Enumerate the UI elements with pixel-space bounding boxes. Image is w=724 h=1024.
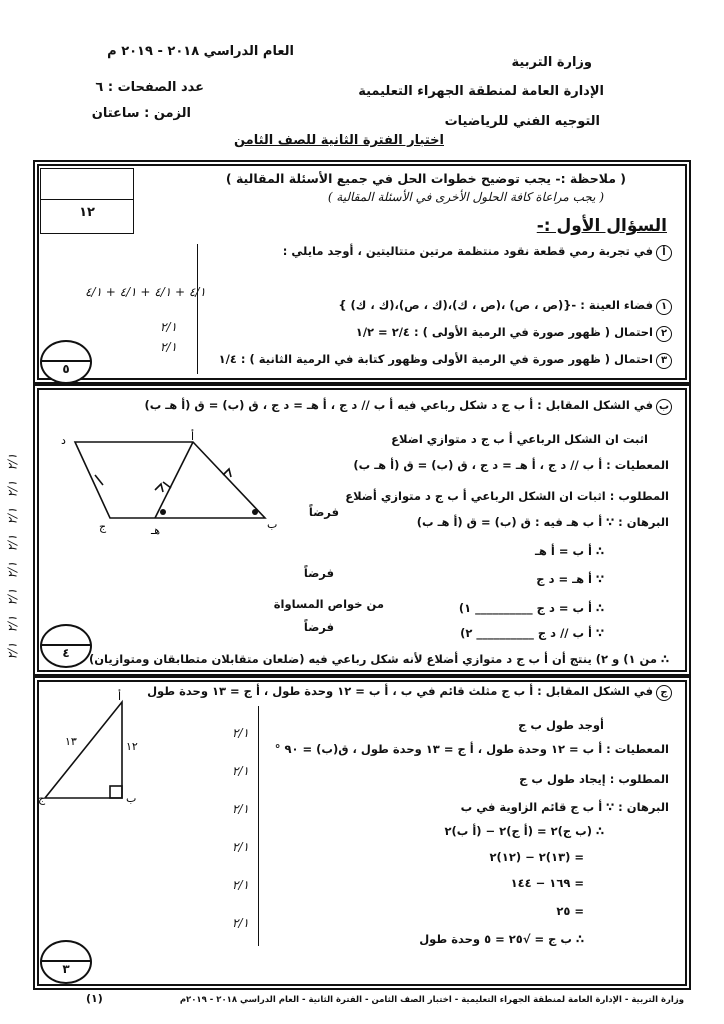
part-c-score: ٣ bbox=[40, 940, 92, 984]
side-score-mark: ٢/١ bbox=[5, 642, 20, 660]
part-c-step-4: = ٢٥ bbox=[556, 904, 584, 918]
hand-mark-2: ٢/١ bbox=[160, 320, 177, 334]
directorate-name: الإدارة العامة لمنطقة الجهراء التعليمية bbox=[358, 84, 604, 99]
academic-year: العام الدراسي ٢٠١٨ - ٢٠١٩ م bbox=[107, 44, 294, 59]
tri-vertex-b: ب bbox=[126, 792, 137, 805]
sample-space-item: ١فضاء العينة : -{(ص ، ص) ،(ص ، ك)،(ك ، ص)،(ك ، ك) } bbox=[338, 298, 672, 315]
part-c-step-3: = ١٦٩ − ١٤٤ bbox=[510, 876, 584, 890]
part-b-conclusion: ∴ من ١) و ٢) ينتج أن أ ب ج د متوازي أضلاع لأنه شكل رباعي فيه (ضلعان متقابلان متطابقان ومتوازيان) bbox=[88, 652, 669, 666]
side-ab-length: ١٢ bbox=[126, 740, 138, 753]
page-number: (١) bbox=[86, 992, 103, 1005]
probability-first-head-answer: ٢/٤ = ١/٢ bbox=[355, 325, 410, 339]
part-c-step-1: ∴ (ب ج)٢ = (أ ج)٢ − (أ ب)٢ bbox=[444, 824, 604, 838]
part-b-props: من خواص المساواة bbox=[273, 597, 384, 611]
tick-ae bbox=[163, 482, 171, 488]
department-name: التوجيه الفني للرياضيات bbox=[444, 114, 600, 129]
hand-mark-3: ٢/١ bbox=[160, 340, 177, 354]
part-c-hand-mark: ٢/١ bbox=[232, 840, 249, 854]
vertex-c: ج bbox=[99, 520, 107, 533]
part-b-title: بفي الشكل المقابل : أ ب ج د شكل رباعي فيه أ ب // د ج ، أ هـ = د ج ، ق (ب) = ق (أ هـ ب) bbox=[144, 398, 672, 415]
exam-title: اختبار الفترة الثانية للصف الثامن bbox=[233, 133, 444, 148]
part-b-step-4: ∵ أ ب // د ج __________ ٢) bbox=[460, 626, 604, 640]
score-column-divider bbox=[197, 244, 198, 374]
part-b-step-2: ∵ أ هـ = د ج bbox=[536, 572, 604, 586]
question-one-score: ٥ bbox=[40, 340, 92, 384]
page-count: عدد الصفحات : ٦ bbox=[95, 80, 204, 95]
triangle-shape bbox=[45, 702, 122, 798]
instruction-note-handwritten: ( يجب مراعاة كافة الحلول الأخرى في الأسئلة المقالية ) bbox=[327, 190, 604, 204]
part-b-given: المعطيات : أ ب // د ج ، أ هـ = د ج ، ق (ب) = ق (أ هـ ب) bbox=[353, 458, 669, 472]
side-score-mark: ٢/١ bbox=[5, 534, 20, 552]
tri-vertex-c: ج bbox=[38, 792, 46, 805]
tick-cd bbox=[95, 475, 103, 485]
exam-time: الزمن : ساعتان bbox=[91, 106, 191, 121]
tri-vertex-a: أ bbox=[118, 690, 122, 703]
part-b-step-1: ∴ أ ب = أ هـ bbox=[535, 544, 604, 558]
part-a-label: أ bbox=[656, 245, 672, 261]
part-c-score-divider bbox=[258, 706, 259, 946]
probability-head-tail: ٣احتمال ( ظهور صورة في الرمية الأولى وظهور كتابة في الرمية الثانية ) : ١/٤ bbox=[219, 352, 672, 369]
part-c-hand-mark: ٢/١ bbox=[232, 878, 249, 892]
side-score-mark: ٢/١ bbox=[5, 615, 20, 633]
right-angle-mark bbox=[110, 786, 122, 798]
vertex-a: أ bbox=[191, 430, 195, 443]
ministry-name: وزارة التربية bbox=[511, 55, 592, 70]
question-one-title: السؤال الأول :- bbox=[536, 216, 667, 236]
part-c-hand-mark: ٢/١ bbox=[232, 802, 249, 816]
part-c-proof-head: البرهان : ∵ أ ب ج قائم الزاوية في ب bbox=[460, 800, 669, 814]
part-b-given-tag-3: فرضاً bbox=[303, 620, 334, 634]
part-c-hand-mark: ٢/١ bbox=[232, 726, 249, 740]
side-score-mark: ٢/١ bbox=[5, 480, 20, 498]
part-b-given-tag-2: فرضاً bbox=[303, 566, 334, 580]
segment-a-e bbox=[155, 442, 193, 518]
parallelogram-figure bbox=[55, 430, 278, 540]
part-c-required: المطلوب : إيجاد طول ب ج bbox=[519, 772, 669, 786]
footer-text: وزارة التربية - الإدارة العامة لمنطقة الجهراء التعليمية - اختبار الصف الثامن - الفترة الثانية - العام الدراسي ٢٠١٨ - ٢٠١٩م bbox=[179, 995, 684, 1005]
side-ac-length: ١٣ bbox=[65, 735, 77, 748]
probability-first-head: ٢احتمال ( ظهور صورة في الرمية الأولى ) : ٢/٤ = ١/٢ bbox=[356, 325, 672, 342]
instruction-note: ( ملاحظة :- يجب توضيح خطوات الحل في جميع الأسئلة المقالية ) bbox=[225, 171, 626, 186]
part-b-label: ب bbox=[656, 399, 672, 415]
part-b-proof-head: البرهان : ∵ أ ب هـ فيه : ق (ب) = ق (أ هـ ب) bbox=[416, 515, 669, 529]
side-score-mark: ٢/١ bbox=[5, 561, 20, 579]
part-b-required: المطلوب : اثبات ان الشكل الرباعي أ ب ج د متوازي أضلاع bbox=[345, 489, 669, 503]
part-b-given-tag-1: فرضاً bbox=[308, 505, 339, 519]
hand-mark-1: ٤/١ + ٤/١ + ٤/١ + ٤/١ bbox=[85, 285, 206, 299]
part-c-hand-mark: ٢/١ bbox=[232, 916, 249, 930]
part-c-step-5: ∴ ب ج = √٢٥ = ٥ وحدة طول bbox=[419, 932, 584, 946]
part-c-hand-mark: ٢/١ bbox=[232, 764, 249, 778]
part-b-prove: اثبت ان الشكل الرباعي أ ب ج د متوازي اضلاع bbox=[391, 432, 648, 446]
probability-head-tail-answer: ١/٤ bbox=[218, 352, 237, 366]
vertex-b: ب bbox=[267, 518, 278, 531]
part-a-intro: أفي تجربة رمي قطعة نقود منتظمة مرتين متتاليتين ، أوجد مايلي : bbox=[283, 244, 672, 261]
vertex-d: د bbox=[61, 434, 66, 447]
side-score-mark: ٢/١ bbox=[5, 453, 20, 471]
part-c-label: ج bbox=[656, 685, 672, 701]
part-c-step-2: = (١٣)٢ − (١٢)٢ bbox=[489, 850, 584, 864]
total-score: ١٢ bbox=[79, 205, 95, 220]
total-score-box bbox=[40, 168, 134, 234]
part-b-score: ٤ bbox=[40, 624, 92, 668]
angle-mark-b bbox=[252, 509, 258, 515]
side-score-mark: ٢/١ bbox=[5, 588, 20, 606]
part-c-title: جفي الشكل المقابل : أ ب ج مثلث قائم في ب ، أ ب = ١٢ وحدة طول ، أ ج = ١٣ وحدة طول bbox=[147, 684, 672, 701]
part-c-given: المعطيات : أ ب = ١٢ وحدة طول ، أ ج = ١٣ وحدة طول ، ق(ب) = ٩٠ ° bbox=[274, 742, 669, 756]
part-b-step-3: ∴ أ ب = د ج __________ ١) bbox=[458, 601, 604, 615]
right-triangle-figure bbox=[40, 690, 150, 810]
parallel-arrow-dc bbox=[155, 484, 163, 492]
vertex-e: هـ bbox=[151, 524, 161, 537]
side-score-mark: ٢/١ bbox=[5, 507, 20, 525]
angle-mark-e bbox=[160, 509, 166, 515]
parallelogram-shape bbox=[75, 442, 265, 518]
part-c-find: أوجد طول ب ج bbox=[518, 718, 604, 732]
